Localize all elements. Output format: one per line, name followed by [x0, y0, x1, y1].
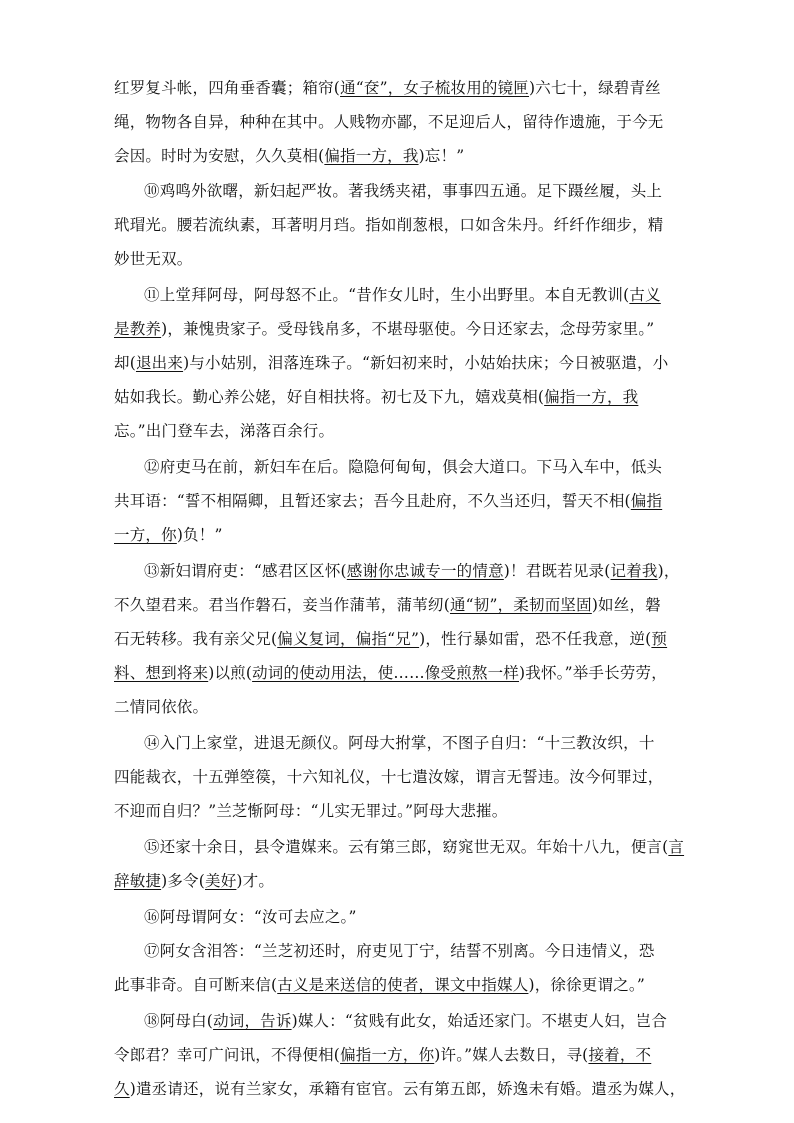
text-line — [114, 764, 664, 790]
annotation-text: 预 — [651, 630, 668, 648]
text-line — [114, 75, 661, 101]
body-text: 玳瑁光。腰若流纨素，耳著明月珰。指如削葱根，口如含朱丹。纤纤作细步，精 — [114, 216, 664, 234]
body-text: 绳，物物各自异，种种在其中。人贱物亦鄙，不足迎后人，留待作遗施，于今无 — [114, 113, 664, 131]
body-text: ⑭入门上家堂，进退无颜仪。阿母大拊掌，不图子自归：“十三教汝织，十 — [144, 734, 655, 752]
text-line — [114, 1076, 685, 1102]
body-text: 此事非奇。自可断来信( — [114, 976, 278, 994]
annotation-text: 古义 — [629, 286, 661, 304]
body-text: 妙世无双。 — [114, 250, 193, 268]
text-line — [144, 904, 357, 930]
annotation-text: 辞敏捷 — [114, 872, 162, 890]
text-line — [114, 694, 208, 720]
body-text: )许。”媒人去数日，寻( — [434, 1046, 589, 1064]
annotation-text: 言 — [668, 838, 685, 856]
body-text: 不久望君来。君当作磐石，妾当作蒲苇，蒲苇纫( — [114, 596, 450, 614]
body-text: )与小姑别，泪落连珠子。“新妇初来时，小姑始扶床；今日被驱遣，小 — [183, 354, 669, 372]
annotation-text: 古义是来送信的使者，课文中指媒人 — [277, 976, 529, 994]
annotation-text: 通“韧”，柔韧而坚固 — [449, 596, 592, 614]
body-text: )， — [657, 562, 680, 580]
body-text: 共耳语：“誓不相隔卿，且暂还家去；吾今且赴府，不久当还归，誓天不相( — [114, 492, 631, 510]
annotation-text: 退出来 — [135, 354, 184, 372]
annotation-text: 动词，告诉 — [213, 1012, 292, 1030]
body-text: 红罗复斗帐，四角垂香囊；箱帘( — [114, 79, 341, 97]
body-text: ⑫府吏马在前，新妇车在后。隐隐何甸甸，俱会大道口。下马入车中，低头 — [144, 458, 663, 476]
text-line — [114, 350, 668, 376]
text-line — [114, 488, 662, 514]
text-line — [114, 522, 223, 548]
annotation-text: 感谢你忠诚专一的情意 — [346, 562, 504, 580]
annotation-text: 动词的使动用法，使……像受煎熬一样 — [252, 664, 520, 682]
text-line — [114, 384, 638, 410]
body-text: 四能裁衣，十五弹箜篌，十六知礼仪，十七遣汝嫁，谓言无誓违。汝今何罪过， — [114, 768, 664, 786]
text-line — [114, 1042, 651, 1068]
text-line — [114, 212, 664, 238]
annotation-text: 一方，你 — [114, 526, 177, 544]
text-line — [114, 246, 193, 272]
body-text: )多令( — [161, 872, 206, 890]
body-text: )遣丞请还，说有兰家女，承籍有宦官。云有第五郎，娇逸未有婚。遣丞为媒人， — [129, 1080, 686, 1098]
body-text: 石无转移。我有亲父兄( — [114, 630, 278, 648]
body-text: )！君既若见录( — [503, 562, 611, 580]
text-line — [114, 109, 664, 135]
text-line — [144, 178, 662, 204]
annotation-text: 美好 — [205, 872, 237, 890]
body-text: ⑮还家十余日，县令遣媒来。云有第三郎，窈窕世无双。年始十八九，便言( — [144, 838, 669, 856]
text-line — [114, 660, 667, 686]
annotation-text: 偏指一方，你 — [340, 1046, 435, 1064]
annotation-text: 偏指一方，我 — [544, 388, 639, 406]
annotation-text: 接着，不 — [588, 1046, 652, 1064]
body-text: 忘。”出门登车去，涕落百余行。 — [114, 422, 335, 440]
body-text: 姑如我长。勤心养公姥，好自相扶将。初七及下九，嬉戏莫相( — [114, 388, 545, 406]
body-text: 却( — [114, 354, 136, 372]
body-text: ⑯阿母谓阿女：“汝可去应之。” — [144, 908, 357, 926]
annotation-text: 偏义复词，偏指“兄” — [277, 630, 420, 648]
text-line — [114, 798, 507, 824]
body-text: ⑬新妇谓府吏：“感君区区怀( — [144, 562, 347, 580]
annotation-text: 通“奁”，女子梳妆用的镜匣 — [340, 79, 530, 97]
body-text: 令郎君？幸可广问讯，不得便相( — [114, 1046, 341, 1064]
body-text: ⑱阿母白( — [144, 1012, 214, 1030]
text-line — [114, 316, 654, 342]
text-line — [144, 282, 661, 308]
annotation-text: 偏指一方，我 — [324, 147, 419, 165]
text-line — [144, 834, 684, 860]
body-text: )我怀。”举手长劳劳， — [519, 664, 667, 682]
body-text: )六七十，绿碧青丝 — [529, 79, 661, 97]
annotation-text: 久 — [114, 1080, 130, 1098]
text-line — [114, 418, 334, 444]
text-line — [114, 868, 274, 894]
text-line — [144, 454, 662, 480]
text-line — [114, 143, 464, 169]
body-text: )以煎( — [208, 664, 253, 682]
annotation-text: 是教养 — [114, 320, 162, 338]
text-line — [144, 730, 655, 756]
body-text: )，性行暴如雷，恐不任我意，逆( — [419, 630, 652, 648]
body-text: )才。 — [236, 872, 275, 890]
annotation-text: 记着我 — [610, 562, 658, 580]
body-text: )如丝，磐 — [591, 596, 661, 614]
body-text: ⑰阿女含泪答：“兰芝初还时，府吏见丁宁，结誓不别离。今日违情义，恐 — [144, 942, 655, 960]
body-text: ⑩鸡鸣外欲曙，新妇起严妆。著我绣夹裙，事事四五通。足下蹑丝履，头上 — [144, 182, 663, 200]
body-text: 二情同依依。 — [114, 698, 209, 716]
body-text: )媒人：“贫贱有此女，始适还家门。不堪吏人妇，岂合 — [291, 1012, 668, 1030]
body-text: 不迎而自归？”兰芝惭阿母：“儿实无罪过。”阿母大悲摧。 — [114, 802, 508, 820]
annotation-text: 偏指 — [630, 492, 663, 510]
text-line — [114, 972, 645, 998]
annotation-text: 料、想到将来 — [114, 664, 209, 682]
text-line — [114, 626, 667, 652]
body-text: )负！” — [176, 526, 223, 544]
body-text: )忘！” — [418, 147, 465, 165]
text-line — [114, 592, 661, 618]
body-text: )，兼愧贵家子。受母钱帛多，不堪母驱使。今日还家去，念母劳家里。” — [161, 320, 655, 338]
body-text: 会因。时时为安慰，久久莫相( — [114, 147, 325, 165]
text-line — [144, 938, 655, 964]
body-text: ⑪上堂拜阿母，阿母怒不止。“昔作女儿时，生小出野里。本自无教训( — [144, 286, 630, 304]
text-line — [144, 1008, 667, 1034]
text-line — [144, 558, 680, 584]
body-text: )，徐徐更谓之。” — [528, 976, 645, 994]
